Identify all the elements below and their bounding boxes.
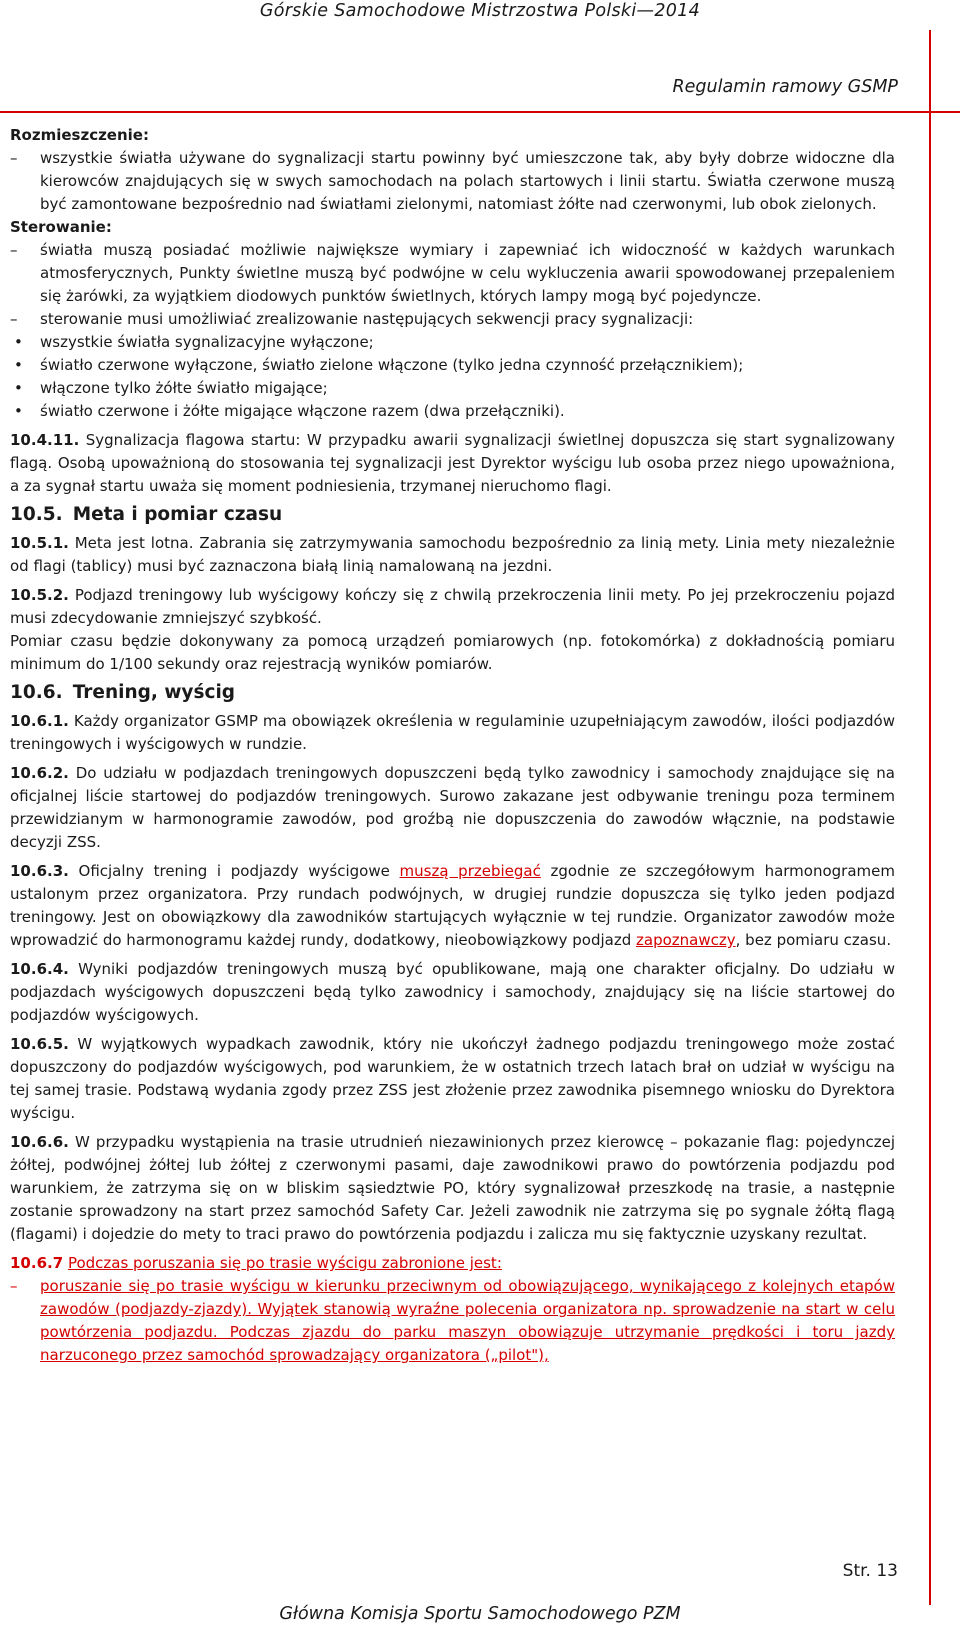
- page-footer: Główna Komisja Sportu Samochodowego PZM: [279, 1604, 681, 1624]
- paragraph-text: , bez pomiaru czasu.: [735, 931, 892, 949]
- heading-title: Trening, wyścig: [72, 682, 236, 703]
- bullet-item: • światło czerwone wyłączone, światło zielone włączone (tylko jedna czynność przełącznikiem);: [10, 354, 895, 377]
- bullet-item: • włączone tylko żółte światło migające;: [10, 377, 895, 400]
- dash-item: [10, 1275, 895, 1367]
- heading-number: 10.5.: [10, 504, 63, 525]
- paragraph-number: 10.5.1.: [10, 534, 69, 552]
- paragraph-10-6-4: [10, 958, 895, 1027]
- paragraph-number: 10.4.11.: [10, 431, 80, 449]
- paragraph-10-6-3: [10, 860, 895, 952]
- paragraph-number: 10.6.5.: [10, 1035, 69, 1053]
- paragraph-text: poruszanie się po trasie wyścigu w kierunku przeciwnym od obowiązującego, wynikającego z kolejnych etapów zawodów (podjazdy-zjazdy). Wyjątek stanowią wyraźne polecenia organizatora np. sprowadzenie na start w celu powtórzenia podjazdu. Podczas zjazdu do parku maszyn obowiązuje utrzymanie prędkości i toru jazdy narzuconego przez samochód sprowadzający organizatora („pilot"),: [40, 1277, 895, 1364]
- heading-number: 10.6.: [10, 682, 63, 703]
- header-rule: [0, 111, 960, 113]
- paragraph-text: Wyniki podjazdów treningowych muszą być opublikowane, mają one charakter oficjalny. Do udziału w podjazdach wyścigowych dopuszczeni będą tylko zawodnicy i samochody, znajdujący się na liście startowej do podjazdów wyścigowych.: [10, 960, 895, 1024]
- paragraph-10-5-1: [10, 532, 895, 578]
- paragraph-text: W wyjątkowych wypadkach zawodnik, który nie ukończył żadnego podjazdu treningowego może zostać dopuszczony do podjazdów wyścigowych, pod warunkiem, że w ostatnich trzech latach brał on udział w wyścigu na tej samej trasie. Podstawą wydania zgody przez ZSS jest złożenie przez zawodnika pisemnego wniosku do Dyrektora wyścigu.: [10, 1035, 895, 1122]
- paragraph-text: Sygnalizacja flagowa startu: W przypadku awarii sygnalizacji świetlnej dopuszcza się start sygnalizowany flagą. Osobą upoważnioną do stosowania tej sygnalizacji jest Dyrektor wyścigu lub osoba przez niego upoważniona, a za sygnał startu uważa się moment podniesienia, trzymanej nieruchomo flagi.: [10, 431, 895, 495]
- heading-title: Meta i pomiar czasu: [72, 504, 283, 525]
- amended-text: muszą przebiegać: [399, 862, 541, 880]
- paragraph-number: 10.6.6.: [10, 1133, 69, 1151]
- amended-text: zapoznawczy: [636, 931, 736, 949]
- paragraph-text: Meta jest lotna. Zabrania się zatrzymywania samochodu bezpośrednio za linią mety. Linia mety niezależnie od flagi (tablicy) musi być zaznaczona białą linią namalowaną na jezdni.: [10, 534, 895, 575]
- bullet-item: • wszystkie światła sygnalizacyjne wyłączone;: [10, 331, 895, 354]
- dash-item: – wszystkie światła używane do sygnalizacji startu powinny być umieszczone tak, aby były dobrze widoczne dla kierowców znajdujących się w swych samochodach na polach startowych i linii startu. Światła czerwone muszą być zamontowane bezpośrednio nad światłami zielonymi, natomiast żółte nad czerwonymi, lub obok zielonych.: [10, 147, 895, 216]
- paragraph-text: Oficjalny trening i podjazdy wyścigowe: [78, 862, 390, 880]
- dash-item: – sterowanie musi umożliwiać zrealizowanie następujących sekwencji pracy sygnalizacji:: [10, 308, 895, 331]
- dash-item: – światła muszą posiadać możliwie największe wymiary i zapewniać ich widoczność w każdych warunkach atmosferycznych, Punkty świetlne muszą być podwójne w celu wykluczenia awarii spowodowanej przepaleniem się żarówki, za wyjątkiem diodowych punktów świetlnych, których lampy mogą być pojedyncze.: [10, 239, 895, 308]
- paragraph-number: 10.6.4.: [10, 960, 69, 978]
- paragraph-10-6-5: [10, 1033, 895, 1125]
- page-header-title: Górskie Samochodowe Mistrzostwa Polski—2014: [259, 1, 701, 21]
- paragraph-text: W przypadku wystąpienia na trasie utrudnień niezawinionych przez kierowcę – pokazanie flag: pojedynczej żółtej, podwójnej żółtej lub żółtej z czerwonymi pasami, daje zawodnikowi prawo do powtórzenia podjazdu pod warunkiem, że zatrzyma się on w bliskim sąsiedztwie PO, który sygnalizował przeszkodę na trasie, a następnie zostanie sprowadzony na start przez samochód Safety Car. Jeżeli zawodnik nie zatrzyma się po sygnale żółtą flagą (flagami) i dojedzie do mety to traci prawo do powtórzenia podjazdu i zalicza mu się faktycznie uzyskany rezultat.: [10, 1133, 895, 1243]
- paragraph-text: zgodnie ze szczegółowym harmonogramem ustalonym przez organizatora. Przy rundach podwójnych, w drugiej rundzie dopuszcza się tylko jeden podjazd treningowy. Jest on obowiązkowy dla zawodników startujących wyłącznie w tej rundzie. Organizator zawodów może wprowadzić do harmonogramu każdej rundy, dodatkowy, nieobowiązkowy podjazd: [10, 862, 895, 949]
- paragraph-text: Pomiar czasu będzie dokonywany za pomocą urządzeń pomiarowych (np. fotokomórka) z dokładnością pomiaru minimum do 1/100 sekundy oraz rejestracją wyników pomiarów.: [10, 632, 895, 673]
- paragraph-number: 10.6.2.: [10, 764, 69, 782]
- paragraph-10-6-1: [10, 710, 895, 756]
- paragraph-10-6-6: [10, 1131, 895, 1246]
- paragraph-text: Każdy organizator GSMP ma obowiązek określenia w regulaminie uzupełniającym zawodów, ilości podjazdów treningowych i wyścigowych w rundzie.: [10, 712, 895, 753]
- section-label-sterowanie: Sterowanie:: [10, 218, 112, 236]
- paragraph-number: 10.6.3.: [10, 862, 69, 880]
- bullet-item: • światło czerwone i żółte migające włączone razem (dwa przełączniki).: [10, 400, 895, 423]
- paragraph-text: Podjazd treningowy lub wyścigowy kończy się z chwilą przekroczenia linii mety. Po jej przekroczeniu pojazd musi zdecydowanie zmniejszyć szybkość.: [10, 586, 895, 627]
- page-number: Str. 13: [842, 1561, 898, 1581]
- section-label-rozmieszczenie: Rozmieszczenie:: [10, 126, 149, 144]
- paragraph-text: Do udziału w podjazdach treningowych dopuszczeni będą tylko zawodnicy i samochody znajdujące się na oficjalnej liście startowej do podjazdów treningowych. Surowo zakazane jest odbywanie treningu poza terminem przewidzianym w harmonogramie zawodów, pod groźbą nie dopuszczenia do zawodów włącznie, na podstawie decyzji ZSS.: [10, 764, 895, 851]
- paragraph-number: 10.6.1.: [10, 712, 69, 730]
- paragraph-10-4-11: [10, 429, 895, 498]
- paragraph-10-6-2: [10, 762, 895, 854]
- paragraph-number: 10.5.2.: [10, 586, 69, 604]
- paragraph-title: Podczas poruszania się po trasie wyścigu zabronione jest:: [67, 1254, 502, 1272]
- page-header-subtitle: Regulamin ramowy GSMP: [672, 77, 898, 97]
- paragraph-number: 10.6.7: [10, 1254, 64, 1272]
- paragraph-10-5-2: [10, 584, 895, 630]
- paragraph-10-6-7: [10, 1252, 895, 1275]
- document-body: [10, 124, 895, 1367]
- heading-10-5: [10, 502, 895, 528]
- heading-10-6: [10, 680, 895, 706]
- margin-rule: [929, 30, 931, 1605]
